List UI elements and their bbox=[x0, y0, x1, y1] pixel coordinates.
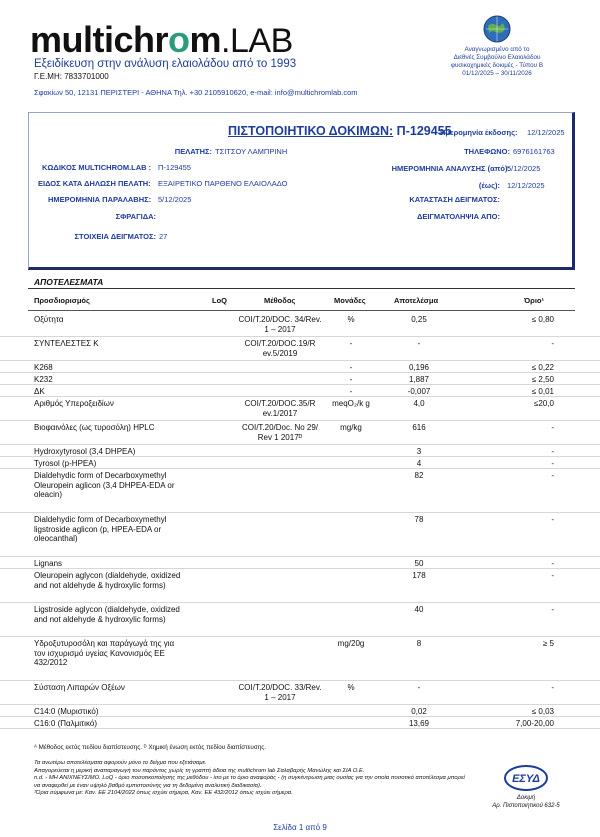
table-row bbox=[0, 569, 600, 603]
cell-unit: - bbox=[349, 375, 353, 384]
cell-param: C16:0 (Παλμιτικό) bbox=[34, 719, 97, 728]
cell-limit: - bbox=[551, 683, 554, 692]
esyd-caption bbox=[470, 795, 582, 810]
page-number: Σελίδα 1 από 9 bbox=[273, 823, 327, 832]
cell-param: ΔΚ bbox=[34, 387, 45, 396]
table-row bbox=[0, 373, 600, 385]
analysis-to-value: 12/12/2025 bbox=[507, 181, 545, 190]
accreditation-line: Αναγνωρισμένο από το bbox=[464, 46, 530, 53]
cell-result: - bbox=[417, 683, 421, 692]
analysis-from-label: ΗΜΕΡΟΜΗΝΙΑ ΑΝΑΛΥΣΗΣ (από): bbox=[391, 164, 510, 173]
column-header-divider bbox=[28, 310, 575, 311]
cell-result: -0,007 bbox=[407, 387, 431, 396]
cell-result: 3 bbox=[416, 447, 422, 456]
table-row bbox=[0, 445, 600, 457]
disclaimer-line: Απαγορεύεται η μερική αναπαραγωγή του παρόντος χωρίς τη γραπτή άδεια της multichrom lab Σαλαβαρής Μανώλης και ΣΙΑ Ο.Ε. bbox=[34, 767, 365, 774]
issue-date-value: 12/12/2025 bbox=[527, 128, 565, 137]
cell-unit: - bbox=[349, 339, 353, 348]
cell-limit: ≤ 0,22 bbox=[531, 363, 554, 372]
sample-data-value: 27 bbox=[159, 232, 168, 241]
cell-result: 8 bbox=[416, 639, 422, 648]
table-row bbox=[0, 469, 600, 513]
cell-result: 4 bbox=[416, 459, 422, 468]
cell-method: COI/T.20/DOC. 34/Rev. 1 – 2017 bbox=[238, 315, 322, 334]
cell-limit: ≤ 0,80 bbox=[531, 315, 554, 324]
cell-result: 616 bbox=[412, 423, 426, 432]
analysis-from-value: 5/12/2025 bbox=[507, 164, 541, 173]
table-row bbox=[0, 385, 600, 397]
cell-param: Lignans bbox=[34, 559, 63, 568]
cell-limit: 7,00-20,00 bbox=[515, 719, 554, 728]
company-logo bbox=[30, 19, 293, 60]
certificate-title bbox=[228, 124, 452, 138]
cell-param: Αριθμός Υπεροξειδίων bbox=[34, 399, 114, 408]
cell-limit: ≤ 0,01 bbox=[531, 387, 554, 396]
cell-param: Dialdehydic form of Decarboxymethyl Oleuropein aglicon (3,4 DHPEA-EDA or oleacin) bbox=[34, 471, 175, 500]
table-row bbox=[0, 457, 600, 469]
lab-code-label: ΚΩΔΙΚΟΣ MULTICHROM.LAB : bbox=[42, 163, 152, 172]
cell-method: COI/T.20/Doc. No 29/ Rev 1 2017ᴰ bbox=[241, 423, 319, 442]
esyd-line: Δοκιμή bbox=[516, 795, 536, 801]
cell-limit: - bbox=[551, 423, 554, 432]
cell-param: Hydroxytyrosol (3,4 DHPEA) bbox=[34, 447, 136, 456]
column-header-param: Προσδιορισμός bbox=[34, 296, 90, 305]
issue-date-label: Ημερομηνία έκδοσης: bbox=[440, 128, 518, 137]
cell-result: 4,0 bbox=[413, 399, 425, 408]
cell-param: Tyrosol (p-HPEA) bbox=[34, 459, 97, 468]
table-row bbox=[0, 421, 600, 445]
footnote: ᴬ Μέθοδος εκτός πεδίου διαπίστευσης. ᴰ Χημική ένωση εκτός πεδίου διαπίστευσης. bbox=[34, 744, 267, 751]
column-header-limit: Όριο¹ bbox=[524, 296, 544, 305]
cell-limit: - bbox=[551, 339, 554, 348]
cell-param: Ligstroside aglycon (dialdehyde, oxidized and not aldehyde & hydroxylic forms) bbox=[34, 605, 180, 624]
cell-result: 0,02 bbox=[411, 707, 427, 716]
cell-result: 178 bbox=[412, 571, 426, 580]
table-row bbox=[0, 717, 600, 729]
logo-text-main: multichr bbox=[30, 19, 169, 60]
disclaimer-line: ¹Όρια σύμφωνα με: Καν. ΕΕ 2104/2022 όπως ισχύει σήμερα, Καν. ΕΕ 432/2012 όπως ισχύει σήμερα. bbox=[34, 790, 293, 797]
esyd-logo-text: ΕΣΥΔ bbox=[512, 773, 540, 785]
cell-param: Dialdehydic form of Decarboxymethyl ligstroside aglicon (p, HPEA-EDA or oleocanthal) bbox=[34, 515, 167, 544]
table-row bbox=[0, 313, 600, 337]
cell-param: Βιοφαινόλες (ως τυροσόλη) HPLC bbox=[34, 423, 155, 432]
cell-limit: ≤ 0,03 bbox=[531, 707, 554, 716]
cell-result: 78 bbox=[414, 515, 424, 524]
table-row bbox=[0, 361, 600, 373]
cell-unit: - bbox=[349, 363, 353, 372]
table-row bbox=[0, 637, 600, 681]
disclaimer-line: να αναφερθεί με έναν υψηλό βαθμό εμπιστοσύνης για τη δεδομένη αναλυτική διαδικασία). bbox=[34, 782, 262, 789]
received-date-value: 5/12/2025 bbox=[158, 195, 192, 204]
cell-param: Οξύτητα bbox=[34, 315, 64, 324]
cell-method: COI/T.20/DOC.19/R ev.5/2019 bbox=[244, 339, 316, 358]
cell-limit: - bbox=[551, 459, 554, 468]
cell-param: K232 bbox=[34, 375, 53, 384]
sample-data-label: ΣΤΟΙΧΕΙΑ ΔΕΙΓΜΑΤΟΣ: bbox=[74, 232, 156, 241]
sampler-label: ΔΕΙΓΜΑΤΟΛΗΨΙΑ ΑΠΟ: bbox=[416, 212, 500, 221]
cell-param: C14:0 (Μυριστικό) bbox=[34, 707, 99, 716]
accreditation-line: 01/12/2025 – 30/11/2026 bbox=[462, 70, 532, 77]
results-table bbox=[0, 313, 600, 729]
column-header-unit: Μονάδες bbox=[334, 296, 366, 305]
cell-limit: - bbox=[551, 447, 554, 456]
client-label: ΠΕΛΑΤΗΣ: bbox=[174, 147, 212, 156]
sample-state-label: ΚΑΤΑΣΤΑΣΗ ΔΕΙΓΜΑΤΟΣ: bbox=[409, 195, 500, 204]
cell-result: 40 bbox=[414, 605, 424, 614]
cell-limit: ≤20,0 bbox=[534, 399, 554, 408]
logo-flask-o: o bbox=[168, 19, 190, 60]
received-date-label: ΗΜΕΡΟΜΗΝΙΑ ΠΑΡΑΛΑΒΗΣ: bbox=[48, 195, 152, 204]
esyd-line: Αρ. Πιστοποιητικού 632-5 bbox=[492, 802, 560, 809]
cell-result: 0,196 bbox=[408, 363, 430, 372]
disclaimer bbox=[34, 760, 474, 798]
table-row bbox=[0, 603, 600, 637]
logo-text-m: m bbox=[189, 19, 222, 60]
logo-text-lab: .LAB bbox=[221, 22, 293, 60]
table-row bbox=[0, 397, 600, 421]
table-row bbox=[0, 337, 600, 361]
disclaimer-line: n.d. - ΜΗ ΑΝΙΧΝΕΥΣΙΜΟ. LoQ - όριο ποσοτικοποίησης της μεθόδου - ίσο με το όριο αναφοράς - (η συγκέντρωση μιας ουσίας για την οποία ποσοτικό αποτέλεσμα μπορεί bbox=[34, 775, 465, 782]
cell-param: Oleuropein aglycon (dialdehyde, oxidized and not aldehyde & hydroxylic forms) bbox=[34, 571, 181, 590]
cell-limit: - bbox=[551, 605, 554, 614]
table-row bbox=[0, 557, 600, 569]
client-value: ΤΣΙΤΣΟΥ ΛΑΜΠΡΙΝΗ bbox=[215, 147, 288, 156]
phone-value: 6976161763 bbox=[513, 147, 555, 156]
accreditation-line: Διεθνές Συμβούλιο Ελαιολάδου bbox=[453, 54, 541, 61]
column-header-result: Αποτελέσμα bbox=[394, 296, 439, 305]
company-address: Σφακίων 50, 12131 ΠΕΡΙΣΤΕΡΙ - ΑΘΗΝΑ Τηλ. +30 2105910620, e-mail: info@multichromlab.com bbox=[34, 88, 358, 97]
analysis-to-label: (έως): bbox=[478, 181, 500, 190]
cell-limit: - bbox=[551, 571, 554, 580]
disclaimer-line: Τα ανωτέρω αποτελέσματα αφορούν μόνο το δείγμα που εξετάσαμε. bbox=[34, 760, 207, 766]
cell-unit: % bbox=[347, 683, 355, 692]
cell-param: Υδροξυτυροσόλη και παράγωγά της για τον ισχυρισμό υγείας Κανονισμός ΕΕ 432/2012 bbox=[34, 639, 175, 668]
cell-unit: mg/kg bbox=[340, 423, 362, 432]
product-type-value: ΕΞΑΙΡΕΤΙΚΟ ΠΑΡΘΕΝΟ ΕΛΑΙΟΛΑΔΟ bbox=[158, 179, 288, 188]
cell-result: - bbox=[417, 339, 421, 348]
cell-result: 50 bbox=[414, 559, 424, 568]
cell-result: 13,69 bbox=[408, 719, 430, 728]
cell-result: 82 bbox=[414, 471, 424, 480]
certificate-number: Π-129455 bbox=[396, 124, 452, 138]
cell-method: COI/T.20/DOC.35/R ev.1/2017 bbox=[244, 399, 316, 418]
column-header-loq: LoQ bbox=[212, 296, 227, 305]
cell-limit: - bbox=[551, 471, 554, 480]
cell-method: COI/T.20/DOC. 33/Rev. 1 – 2017 bbox=[238, 683, 322, 702]
tagline: Εξειδίκευση στην ανάλυση ελαιολάδου από το 1993 bbox=[34, 58, 297, 70]
cell-unit: meqO₂/k g bbox=[332, 399, 370, 408]
product-type-label: ΕΙΔΟΣ ΚΑΤΑ ΔΗΛΩΣΗ ΠΕΛΑΤΗ: bbox=[38, 179, 151, 188]
ioc-globe-icon bbox=[482, 14, 512, 44]
phone-label: ΤΗΛΕΦΩΝΟ: bbox=[464, 147, 510, 156]
cell-limit: - bbox=[551, 515, 554, 524]
cell-param: K268 bbox=[34, 363, 53, 372]
column-header-method: Μέθοδος bbox=[264, 296, 296, 305]
cell-param: ΣΥΝΤΕΛΕΣΤΕΣ Κ bbox=[34, 339, 99, 348]
cell-unit: mg/20g bbox=[337, 639, 365, 648]
cell-unit: % bbox=[347, 315, 355, 324]
results-divider bbox=[28, 288, 575, 289]
cell-limit: ≥ 5 bbox=[542, 639, 554, 648]
lab-code-value: Π-129455 bbox=[158, 163, 191, 172]
table-row bbox=[0, 681, 600, 705]
table-row bbox=[0, 705, 600, 717]
esyd-accreditation-logo bbox=[503, 764, 549, 792]
accreditation-block bbox=[412, 46, 582, 78]
cell-limit: ≤ 2,50 bbox=[531, 375, 554, 384]
cell-limit: - bbox=[551, 559, 554, 568]
cell-result: 0,25 bbox=[411, 315, 427, 324]
accreditation-line: φυσικοχημικές δοκιμές - Τύπου Β bbox=[450, 62, 544, 69]
results-title: ΑΠΟΤΕΛΕΣΜΑΤΑ bbox=[34, 277, 104, 287]
registry-number: Γ.Ε.ΜΗ: 7833701000 bbox=[34, 72, 109, 81]
seal-label: ΣΦΡΑΓΙΔΑ: bbox=[115, 212, 156, 221]
cell-result: 1,887 bbox=[408, 375, 430, 384]
certificate-title-main: ΠΙΣΤΟΠΟΙΗΤΙΚΟ ΔΟΚΙΜΩΝ: bbox=[228, 124, 394, 138]
cell-unit: - bbox=[349, 387, 353, 396]
cell-param: Σύσταση Λιπαρών Οξέων bbox=[34, 683, 125, 692]
table-row bbox=[0, 513, 600, 557]
